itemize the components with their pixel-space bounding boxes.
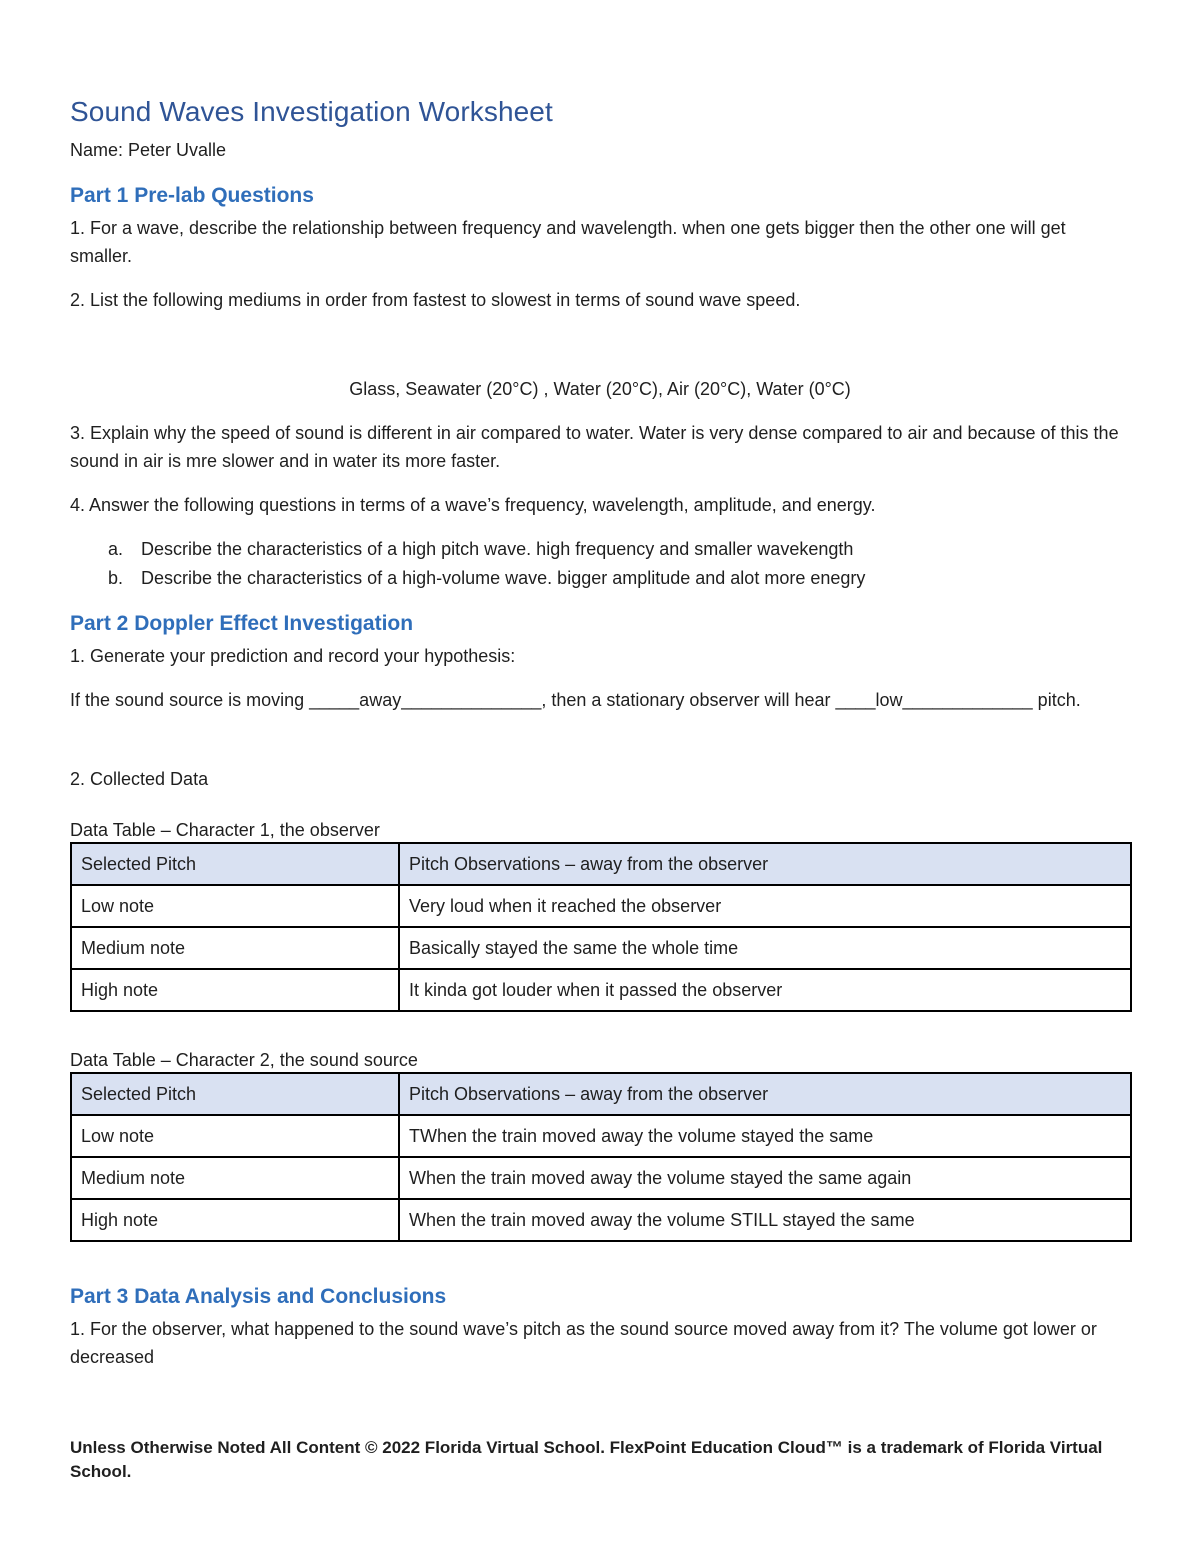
page-title: Sound Waves Investigation Worksheet xyxy=(70,96,553,127)
header-selected-pitch: Selected Pitch xyxy=(71,1073,399,1115)
table-header-row xyxy=(71,1073,1131,1115)
table-cell: Medium note xyxy=(71,1157,399,1199)
part1-question-3: 3. Explain why the speed of sound is different in air compared to water. Water is very dense compared to air and because of this the sound in air is mre slower and in water its more faster. xyxy=(70,423,1119,471)
question-4a xyxy=(108,535,853,563)
copyright-footer: Unless Otherwise Noted All Content © 2022 Florida Virtual School. FlexPoint Education Cloud™ is a trademark of Florida Virtual School. xyxy=(70,1438,1103,1481)
table-row xyxy=(71,927,1131,969)
table1-caption: Data Table – Character 1, the observer xyxy=(70,820,380,840)
table-cell: Low note xyxy=(71,1115,399,1157)
table-cell: When the train moved away the volume STILL stayed the same xyxy=(399,1199,1131,1241)
part1-heading: Part 1 Pre-lab Questions xyxy=(70,184,314,207)
list-marker: a. xyxy=(108,539,124,559)
question-4a-text: Describe the characteristics of a high pitch wave. high frequency and smaller wavekength xyxy=(141,539,854,559)
source-data-table xyxy=(70,1072,1132,1242)
question-4b-text: Describe the characteristics of a high-volume wave. bigger amplitude and alot more enegry xyxy=(141,568,866,588)
student-name: Name: Peter Uvalle xyxy=(70,140,227,160)
table2-caption: Data Table – Character 2, the sound source xyxy=(70,1050,418,1070)
table-cell: TWhen the train moved away the volume stayed the same xyxy=(399,1115,1131,1157)
table-cell: Medium note xyxy=(71,927,399,969)
table-row xyxy=(71,1115,1131,1157)
part1-question-1: 1. For a wave, describe the relationship between frequency and wavelength. when one gets bigger then the other one will get smaller. xyxy=(70,218,1066,266)
part3-heading: Part 3 Data Analysis and Conclusions xyxy=(70,1285,447,1308)
table-header-row xyxy=(71,843,1131,885)
table-row xyxy=(71,1157,1131,1199)
part2-question-2: 2. Collected Data xyxy=(70,769,209,789)
table-row xyxy=(71,1199,1131,1241)
table-cell: It kinda got louder when it passed the observer xyxy=(399,969,1131,1011)
table-cell: Basically stayed the same the whole time xyxy=(399,927,1131,969)
table-cell: Low note xyxy=(71,885,399,927)
part1-question-4: 4. Answer the following questions in terms of a wave’s frequency, wavelength, amplitude, and energy. xyxy=(70,495,876,515)
list-marker: b. xyxy=(108,568,124,588)
table-cell: High note xyxy=(71,969,399,1011)
mediums-list: Glass, Seawater (20°C) , Water (20°C), Air (20°C), Water (0°C) xyxy=(349,379,851,399)
part1-question-2: 2. List the following mediums in order from fastest to slowest in terms of sound wave speed. xyxy=(70,290,801,310)
table-cell: Very loud when it reached the observer xyxy=(399,885,1131,927)
table-row xyxy=(71,969,1131,1011)
hypothesis: If the sound source is moving _____away______________, then a stationary observer will hear ____low_____________ pitch. xyxy=(70,690,1081,710)
part2-heading: Part 2 Doppler Effect Investigation xyxy=(70,612,414,635)
header-selected-pitch: Selected Pitch xyxy=(71,843,399,885)
header-pitch-observations: Pitch Observations – away from the observer xyxy=(399,843,1131,885)
part2-question-1: 1. Generate your prediction and record your hypothesis: xyxy=(70,646,516,666)
table-cell: When the train moved away the volume stayed the same again xyxy=(399,1157,1131,1199)
part3-question-1: 1. For the observer, what happened to the sound wave’s pitch as the sound source moved away from it? The volume got lower or decreased xyxy=(70,1319,1097,1367)
table-row xyxy=(71,885,1131,927)
header-pitch-observations: Pitch Observations – away from the observer xyxy=(399,1073,1131,1115)
question-4b xyxy=(108,564,865,592)
table-cell: High note xyxy=(71,1199,399,1241)
observer-data-table xyxy=(70,842,1132,1012)
